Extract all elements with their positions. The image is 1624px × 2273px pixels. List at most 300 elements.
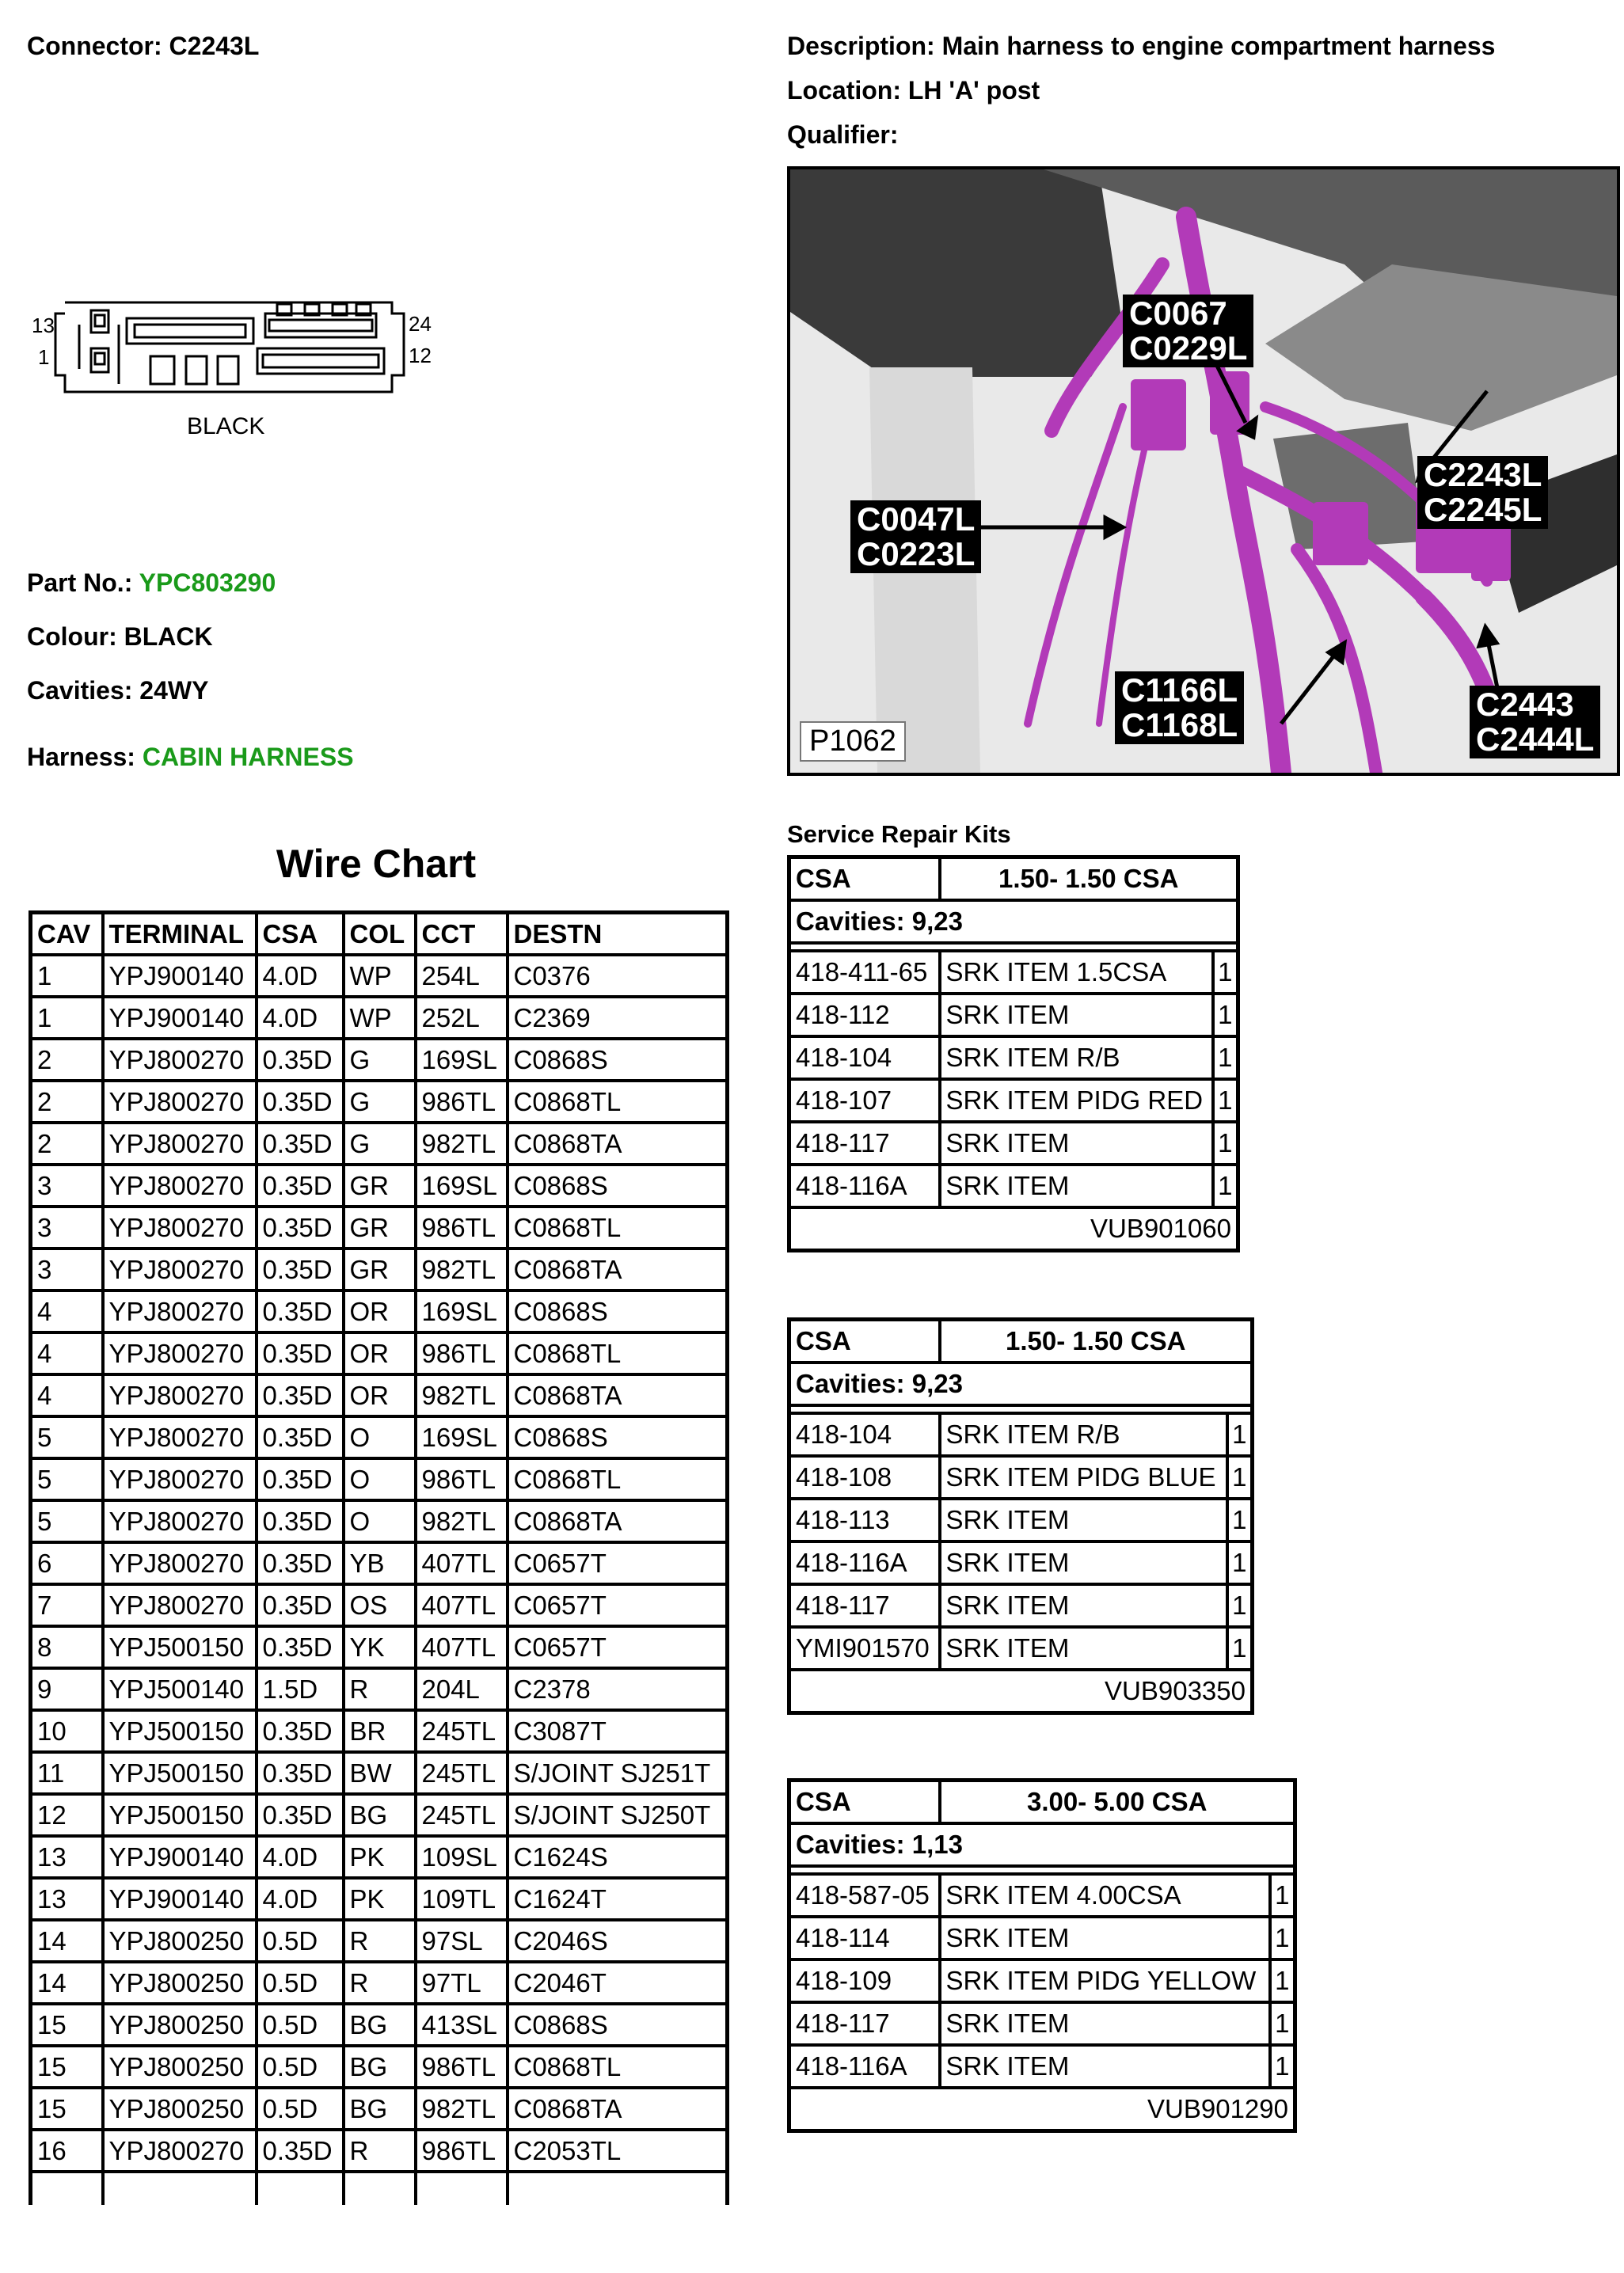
- cell-cav: 14: [31, 1962, 103, 2004]
- cell-destn: S/JOINT SJ250T: [508, 1794, 728, 1836]
- kit-item-desc: SRK ITEM: [940, 1627, 1227, 1670]
- cell-col: OS: [344, 1584, 416, 1626]
- cell-cav: 9: [31, 1668, 103, 1710]
- kit-item-desc: SRK ITEM R/B: [940, 1036, 1213, 1079]
- kit-csa-range: 1.50- 1.50 CSA: [940, 1320, 1253, 1363]
- cell-csa: 0.35D: [257, 1039, 344, 1081]
- cell-empty: [257, 2172, 344, 2205]
- kit-item-desc: SRK ITEM: [940, 2002, 1270, 2045]
- wire-chart-row-empty: [31, 2172, 728, 2205]
- cell-cct: 986TL: [416, 1332, 508, 1374]
- connector-label: Connector:: [27, 32, 162, 60]
- kit-item-qty: 1: [1270, 1959, 1295, 2002]
- cell-csa: 0.35D: [257, 1710, 344, 1752]
- cell-destn: C0657T: [508, 1542, 728, 1584]
- cell-empty: [31, 2172, 103, 2205]
- cell-cav: 15: [31, 2004, 103, 2046]
- cell-csa: 0.5D: [257, 1962, 344, 2004]
- cell-terminal: YPJ800270: [103, 1249, 257, 1290]
- cell-csa: 0.35D: [257, 1794, 344, 1836]
- cell-destn: C3087T: [508, 1710, 728, 1752]
- kit-item-row: [789, 2002, 1295, 2045]
- cell-col: R: [344, 1668, 416, 1710]
- wire-chart-row: [31, 1752, 728, 1794]
- cell-destn: C0657T: [508, 1584, 728, 1626]
- cell-csa: 0.35D: [257, 1081, 344, 1123]
- kit-item-desc: SRK ITEM 1.5CSA: [940, 951, 1213, 994]
- kit-item-qty: 1: [1213, 994, 1238, 1036]
- cell-cav: 3: [31, 1207, 103, 1249]
- cell-csa: 0.35D: [257, 1290, 344, 1332]
- part-no-link[interactable]: YPC803290: [139, 568, 276, 597]
- kit-item-row: [789, 1456, 1253, 1499]
- cell-terminal: YPJ500140: [103, 1668, 257, 1710]
- cell-cav: 3: [31, 1165, 103, 1207]
- qualifier-label: Qualifier:: [787, 120, 899, 149]
- cell-destn: C2378: [508, 1668, 728, 1710]
- kit-item-row: [789, 1079, 1238, 1122]
- kit-item-code: 418-107: [789, 1079, 940, 1122]
- kit-cavities-row: [789, 900, 1238, 943]
- cell-destn: C2369: [508, 997, 728, 1039]
- description-line: [787, 32, 1495, 61]
- cell-csa: 4.0D: [257, 955, 344, 997]
- cell-csa: 0.35D: [257, 1500, 344, 1542]
- kit-item-code: 418-108: [789, 1456, 940, 1499]
- cell-col: O: [344, 1500, 416, 1542]
- kit-item-code: 418-411-65: [789, 951, 940, 994]
- cell-destn: C0376: [508, 955, 728, 997]
- cell-cav: 12: [31, 1794, 103, 1836]
- cell-destn: C1624T: [508, 1878, 728, 1920]
- col-header-cct: CCT: [416, 913, 508, 956]
- cell-csa: 0.35D: [257, 1416, 344, 1458]
- cell-cav: 5: [31, 1416, 103, 1458]
- cell-cct: 204L: [416, 1668, 508, 1710]
- kit-item-row: [789, 1959, 1295, 2002]
- cell-csa: 0.35D: [257, 1374, 344, 1416]
- wire-chart-row: [31, 2004, 728, 2046]
- cell-cav: 5: [31, 1500, 103, 1542]
- cell-cav: 8: [31, 1626, 103, 1668]
- kit-item-code: 418-587-05: [789, 1874, 940, 1917]
- kit-item-desc: SRK ITEM: [940, 1165, 1213, 1207]
- kit-item-desc: SRK ITEM: [940, 1541, 1227, 1584]
- cell-cct: 982TL: [416, 2088, 508, 2130]
- cell-terminal: YPJ800270: [103, 1123, 257, 1165]
- cell-col: R: [344, 1920, 416, 1962]
- cell-cct: 252L: [416, 997, 508, 1039]
- colour-value: BLACK: [124, 622, 213, 651]
- wire-chart-row: [31, 1081, 728, 1123]
- cell-cav: 15: [31, 2046, 103, 2088]
- kit-item-code: 418-116A: [789, 2045, 940, 2088]
- wire-chart-row: [31, 1668, 728, 1710]
- location-line: [787, 76, 1040, 105]
- cell-csa: 4.0D: [257, 1878, 344, 1920]
- cell-destn: C0657T: [508, 1626, 728, 1668]
- description-label: Description:: [787, 32, 935, 60]
- cell-destn: C0868TL: [508, 1207, 728, 1249]
- kit-item-row: [789, 1499, 1253, 1541]
- cell-cav: 2: [31, 1081, 103, 1123]
- cell-cav: 1: [31, 955, 103, 997]
- kit-item-qty: 1: [1227, 1456, 1253, 1499]
- repair-kit-table: [787, 855, 1240, 1252]
- kit-csa-range: 1.50- 1.50 CSA: [940, 857, 1238, 901]
- cell-empty: [344, 2172, 416, 2205]
- cell-cct: 97TL: [416, 1962, 508, 2004]
- kit-item-qty: 1: [1227, 1541, 1253, 1584]
- location-label: Location:: [787, 76, 901, 105]
- cell-cct: 407TL: [416, 1542, 508, 1584]
- wire-chart-row: [31, 1249, 728, 1290]
- kit-item-qty: 1: [1270, 2045, 1295, 2088]
- cell-csa: 4.0D: [257, 997, 344, 1039]
- wire-chart-row: [31, 2046, 728, 2088]
- harness-line: [27, 743, 354, 772]
- cell-terminal: YPJ800270: [103, 1207, 257, 1249]
- kit-gap-row: [789, 1866, 1295, 1874]
- cell-col: GR: [344, 1165, 416, 1207]
- kit-item-code: 418-117: [789, 2002, 940, 2045]
- connector-id: C2243L: [169, 32, 260, 60]
- cell-cav: 3: [31, 1249, 103, 1290]
- cell-col: YK: [344, 1626, 416, 1668]
- cavities-value: 24WY: [139, 676, 209, 705]
- wire-chart-row: [31, 1542, 728, 1584]
- kit-gap-cell: [789, 1866, 1295, 1874]
- cell-terminal: YPJ900140: [103, 955, 257, 997]
- cell-terminal: YPJ800270: [103, 1584, 257, 1626]
- cell-csa: 0.5D: [257, 1920, 344, 1962]
- cell-csa: 0.35D: [257, 2130, 344, 2172]
- kit-item-row: [789, 1917, 1295, 1959]
- colour-line: [27, 622, 213, 652]
- cell-cct: 169SL: [416, 1290, 508, 1332]
- kit-item-code: 418-109: [789, 1959, 940, 2002]
- kit-item-qty: 1: [1227, 1413, 1253, 1456]
- kit-cavities-row: [789, 1823, 1295, 1866]
- kit-cavities: Cavities: 1,13: [789, 1823, 1295, 1866]
- wire-chart-header-row: [31, 913, 728, 956]
- cell-cct: 986TL: [416, 2046, 508, 2088]
- cell-csa: 0.35D: [257, 1752, 344, 1794]
- cell-col: BG: [344, 1794, 416, 1836]
- cell-cct: 169SL: [416, 1416, 508, 1458]
- cell-csa: 1.5D: [257, 1668, 344, 1710]
- kit-gap-cell: [789, 1405, 1253, 1413]
- cell-col: GR: [344, 1207, 416, 1249]
- wire-chart-row: [31, 1374, 728, 1416]
- repair-kit-table: [787, 1317, 1254, 1715]
- part-no-line: [27, 568, 276, 598]
- cell-destn: C0868TA: [508, 1500, 728, 1542]
- wire-chart-row: [31, 1626, 728, 1668]
- cell-destn: C0868S: [508, 1290, 728, 1332]
- cell-cct: 982TL: [416, 1500, 508, 1542]
- kit-item-row: [789, 1413, 1253, 1456]
- cell-cav: 6: [31, 1542, 103, 1584]
- location-value: LH 'A' post: [907, 76, 1040, 105]
- cell-cct: 245TL: [416, 1710, 508, 1752]
- cell-col: BW: [344, 1752, 416, 1794]
- wire-chart-row: [31, 1878, 728, 1920]
- description-value: Main harness to engine compartment harness: [941, 32, 1496, 60]
- cell-csa: 0.5D: [257, 2046, 344, 2088]
- cell-terminal: YPJ800270: [103, 1374, 257, 1416]
- cell-cct: 109SL: [416, 1836, 508, 1878]
- kit-item-qty: 1: [1227, 1627, 1253, 1670]
- cell-destn: C0868TL: [508, 1081, 728, 1123]
- cell-col: R: [344, 2130, 416, 2172]
- cell-destn: C2053TL: [508, 2130, 728, 2172]
- kit-gap-row: [789, 1405, 1253, 1413]
- cell-cav: 5: [31, 1458, 103, 1500]
- kit-item-qty: 1: [1213, 951, 1238, 994]
- cell-cav: 11: [31, 1752, 103, 1794]
- wire-chart-row: [31, 1332, 728, 1374]
- cell-terminal: YPJ800270: [103, 1165, 257, 1207]
- kit-header-row: [789, 1320, 1253, 1363]
- colour-label: Colour:: [27, 622, 117, 651]
- cell-terminal: YPJ800270: [103, 1290, 257, 1332]
- kit-part-number: VUB903350: [789, 1670, 1253, 1713]
- cell-col: PK: [344, 1878, 416, 1920]
- cell-cav: 10: [31, 1710, 103, 1752]
- callout-c0067: C0067 C0229L: [1123, 295, 1253, 367]
- cell-cct: 245TL: [416, 1794, 508, 1836]
- cell-cav: 1: [31, 997, 103, 1039]
- cell-cct: 986TL: [416, 1081, 508, 1123]
- cell-cct: 169SL: [416, 1039, 508, 1081]
- service-repair-kits-title: Service Repair Kits: [787, 820, 1011, 848]
- wire-chart-row: [31, 1920, 728, 1962]
- cell-csa: 0.35D: [257, 1249, 344, 1290]
- kit-item-code: 418-116A: [789, 1541, 940, 1584]
- cell-destn: C0868TA: [508, 1123, 728, 1165]
- wire-chart-row: [31, 1458, 728, 1500]
- kit-item-code: 418-112: [789, 994, 940, 1036]
- kit-item-row: [789, 1627, 1253, 1670]
- cell-cav: 2: [31, 1123, 103, 1165]
- kit-part-row: [789, 1670, 1253, 1713]
- cell-terminal: YPJ500150: [103, 1626, 257, 1668]
- wire-chart-row: [31, 1500, 728, 1542]
- location-photo: [787, 166, 1620, 776]
- kit-item-qty: 1: [1213, 1122, 1238, 1165]
- cell-csa: 0.35D: [257, 1165, 344, 1207]
- wire-chart-row: [31, 1584, 728, 1626]
- cell-csa: 0.35D: [257, 1542, 344, 1584]
- cell-terminal: YPJ800270: [103, 1542, 257, 1584]
- kit-item-desc: SRK ITEM PIDG YELLOW: [940, 1959, 1270, 2002]
- cell-cav: 4: [31, 1374, 103, 1416]
- cell-empty: [416, 2172, 508, 2205]
- kit-header-row: [789, 857, 1238, 901]
- cell-destn: C1624S: [508, 1836, 728, 1878]
- connector-colour-caption: BLACK: [187, 413, 265, 439]
- kit-csa-label: CSA: [789, 1781, 940, 1824]
- cell-col: G: [344, 1039, 416, 1081]
- kit-part-number: VUB901290: [789, 2088, 1295, 2131]
- cell-col: BG: [344, 2088, 416, 2130]
- wire-chart-row: [31, 1416, 728, 1458]
- kit-csa-range: 3.00- 5.00 CSA: [940, 1781, 1295, 1824]
- kit-item-desc: SRK ITEM: [940, 2045, 1270, 2088]
- col-header-destn: DESTN: [508, 913, 728, 956]
- cell-empty: [508, 2172, 728, 2205]
- cell-terminal: YPJ800270: [103, 1416, 257, 1458]
- cell-cav: 16: [31, 2130, 103, 2172]
- cell-cav: 2: [31, 1039, 103, 1081]
- cell-terminal: YPJ800270: [103, 1458, 257, 1500]
- kit-part-row: [789, 1207, 1238, 1251]
- col-header-csa: CSA: [257, 913, 344, 956]
- cell-terminal: YPJ900140: [103, 997, 257, 1039]
- kit-gap-cell: [789, 943, 1238, 951]
- wire-chart-row: [31, 1710, 728, 1752]
- cell-col: BG: [344, 2046, 416, 2088]
- kit-item-qty: 1: [1270, 2002, 1295, 2045]
- kit-item-code: 418-117: [789, 1122, 940, 1165]
- wire-chart-row: [31, 1207, 728, 1249]
- kit-item-qty: 1: [1213, 1079, 1238, 1122]
- cell-col: WP: [344, 955, 416, 997]
- cell-destn: C0868S: [508, 2004, 728, 2046]
- cell-cct: 986TL: [416, 2130, 508, 2172]
- cell-cct: 407TL: [416, 1626, 508, 1668]
- wire-chart-table: [29, 910, 729, 2205]
- wire-chart-row: [31, 1123, 728, 1165]
- kit-item-desc: SRK ITEM: [940, 1499, 1227, 1541]
- wire-chart-row: [31, 1962, 728, 2004]
- cell-destn: C0868TA: [508, 1249, 728, 1290]
- cell-destn: C0868TA: [508, 2088, 728, 2130]
- pin-1-label: 1: [38, 345, 50, 369]
- cell-destn: C0868TL: [508, 1332, 728, 1374]
- kit-item-qty: 1: [1213, 1165, 1238, 1207]
- col-header-col: COL: [344, 913, 416, 956]
- cell-csa: 0.35D: [257, 1458, 344, 1500]
- cell-cct: 169SL: [416, 1165, 508, 1207]
- kit-item-row: [789, 2045, 1295, 2088]
- cell-col: O: [344, 1458, 416, 1500]
- cell-col: R: [344, 1962, 416, 2004]
- kit-item-row: [789, 1165, 1238, 1207]
- cell-col: PK: [344, 1836, 416, 1878]
- cell-cct: 407TL: [416, 1584, 508, 1626]
- callout-c1166l: C1166L C1168L: [1115, 671, 1244, 744]
- cell-terminal: YPJ800250: [103, 2088, 257, 2130]
- kit-header-row: [789, 1781, 1295, 1824]
- cell-terminal: YPJ800250: [103, 1920, 257, 1962]
- kit-item-code: 418-104: [789, 1413, 940, 1456]
- cell-terminal: YPJ800250: [103, 1962, 257, 2004]
- kit-item-row: [789, 1541, 1253, 1584]
- cell-terminal: YPJ500150: [103, 1794, 257, 1836]
- cell-cav: 13: [31, 1878, 103, 1920]
- kit-item-desc: SRK ITEM: [940, 1917, 1270, 1959]
- kit-item-row: [789, 1036, 1238, 1079]
- cell-terminal: YPJ500150: [103, 1710, 257, 1752]
- cell-terminal: YPJ800270: [103, 2130, 257, 2172]
- cell-terminal: YPJ800270: [103, 1039, 257, 1081]
- wire-chart-row: [31, 2088, 728, 2130]
- cell-col: OR: [344, 1290, 416, 1332]
- qualifier-line: [787, 120, 898, 150]
- part-no-label: Part No.:: [27, 568, 133, 597]
- callout-c0047l: C0047L C0223L: [850, 500, 981, 573]
- kit-item-qty: 1: [1270, 1874, 1295, 1917]
- kit-item-desc: SRK ITEM R/B: [940, 1413, 1227, 1456]
- pin-12-label: 12: [409, 344, 432, 367]
- kit-item-code: 418-117: [789, 1584, 940, 1627]
- kit-item-code: 418-113: [789, 1499, 940, 1541]
- cell-cct: 982TL: [416, 1123, 508, 1165]
- kit-cavities: Cavities: 9,23: [789, 1363, 1253, 1405]
- kit-item-qty: 1: [1213, 1036, 1238, 1079]
- cell-csa: 0.35D: [257, 1332, 344, 1374]
- cell-cct: 245TL: [416, 1752, 508, 1794]
- cell-csa: 0.35D: [257, 1207, 344, 1249]
- cell-cav: 7: [31, 1584, 103, 1626]
- cell-terminal: YPJ500150: [103, 1752, 257, 1794]
- harness-link[interactable]: CABIN HARNESS: [142, 743, 354, 771]
- cell-cct: 413SL: [416, 2004, 508, 2046]
- cell-csa: 0.35D: [257, 1584, 344, 1626]
- kit-csa-label: CSA: [789, 1320, 940, 1363]
- pin-13-label: 13: [32, 314, 55, 337]
- col-header-terminal: TERMINAL: [103, 913, 257, 956]
- kit-item-desc: SRK ITEM PIDG RED: [940, 1079, 1213, 1122]
- wire-chart-row: [31, 1836, 728, 1878]
- connector-heading: [27, 32, 259, 61]
- kit-item-qty: 1: [1270, 1917, 1295, 1959]
- wire-chart-row: [31, 997, 728, 1039]
- kit-item-code: YMI901570: [789, 1627, 940, 1670]
- cell-terminal: YPJ800250: [103, 2004, 257, 2046]
- cell-terminal: YPJ800270: [103, 1081, 257, 1123]
- cell-cct: 97SL: [416, 1920, 508, 1962]
- cell-terminal: YPJ900140: [103, 1836, 257, 1878]
- cell-cav: 4: [31, 1290, 103, 1332]
- cell-col: YB: [344, 1542, 416, 1584]
- kit-item-row: [789, 1584, 1253, 1627]
- cell-cct: 986TL: [416, 1207, 508, 1249]
- wire-chart-title: Wire Chart: [276, 842, 477, 886]
- cell-cct: 109TL: [416, 1878, 508, 1920]
- cell-destn: C0868S: [508, 1165, 728, 1207]
- wire-chart-row: [31, 1290, 728, 1332]
- cell-cct: 986TL: [416, 1458, 508, 1500]
- kit-item-row: [789, 1122, 1238, 1165]
- cell-cav: 14: [31, 1920, 103, 1962]
- cell-col: WP: [344, 997, 416, 1039]
- cell-col: BR: [344, 1710, 416, 1752]
- cell-destn: C0868TL: [508, 1458, 728, 1500]
- callout-c2443: C2443 C2444L: [1470, 686, 1600, 758]
- kit-item-row: [789, 994, 1238, 1036]
- kit-cavities: Cavities: 9,23: [789, 900, 1238, 943]
- cell-csa: 4.0D: [257, 1836, 344, 1878]
- cell-terminal: YPJ800270: [103, 1332, 257, 1374]
- cell-col: G: [344, 1081, 416, 1123]
- cell-empty: [103, 2172, 257, 2205]
- cell-col: BG: [344, 2004, 416, 2046]
- cavities-label: Cavities:: [27, 676, 133, 705]
- cavities-line: [27, 676, 208, 705]
